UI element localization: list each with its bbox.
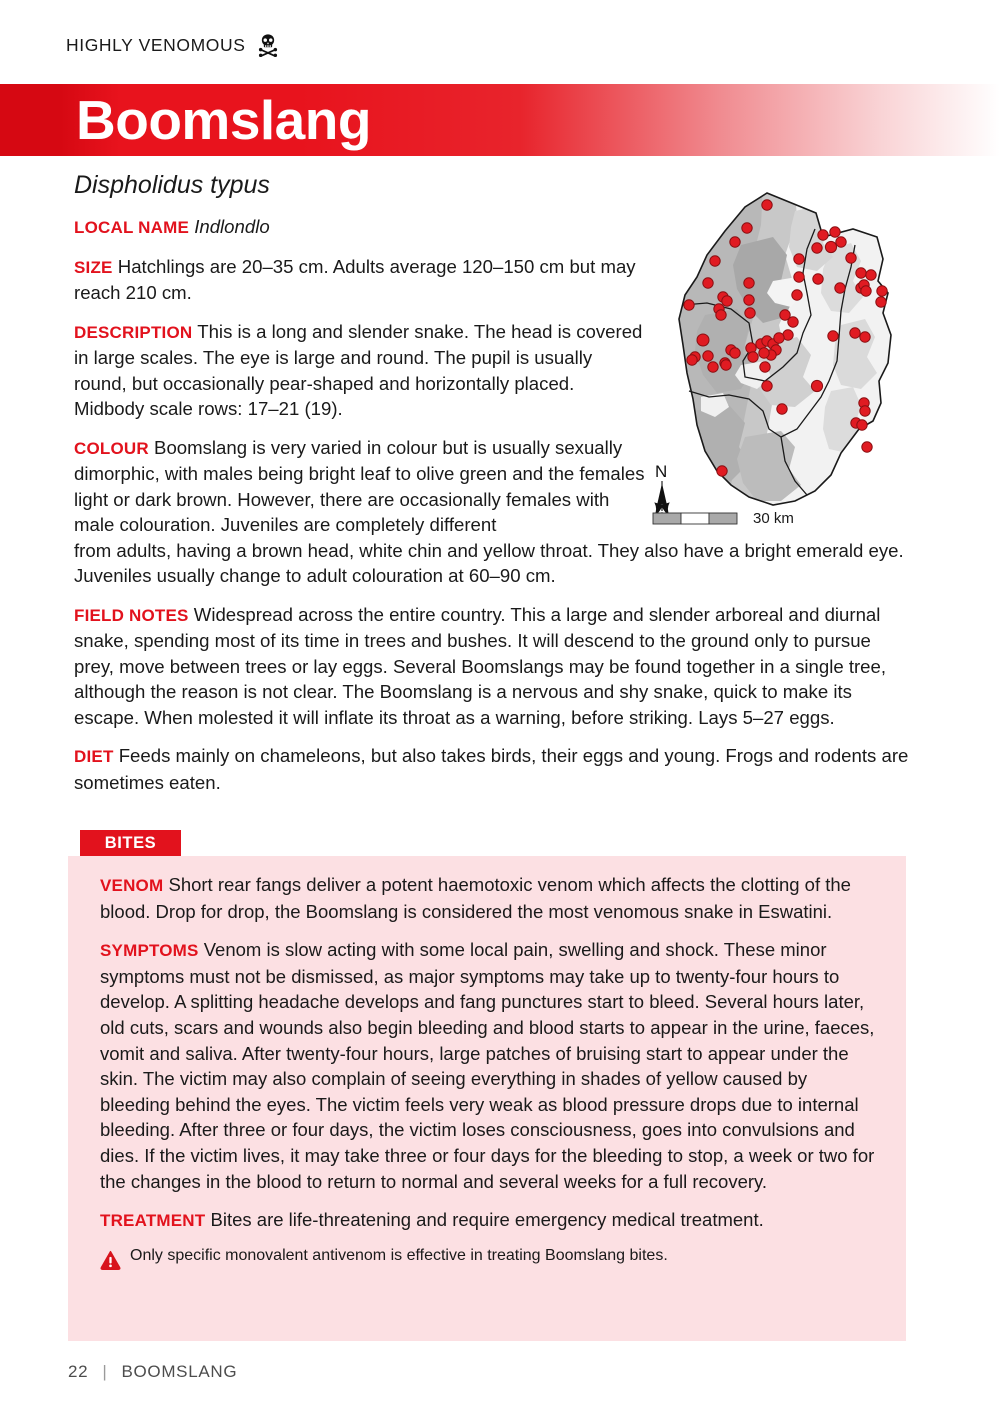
venom-status-banner (66, 33, 278, 57)
bites-content (100, 872, 878, 1271)
size-row (74, 254, 646, 306)
diet-text: Feeds mainly on chameleons, but also takes birds, their eggs and young. Frogs and rodents are sometimes eaten. (74, 745, 909, 793)
venom-row (100, 872, 878, 924)
colour-row (74, 435, 646, 538)
colour-text-continued: from adults, having a brown head, white chin and yellow throat. They also have a bright emerald eye. Juveniles usually change to adult colouration at 60–90 cm. (74, 539, 904, 586)
bites-tab-label: BITES (80, 830, 181, 856)
colour-label: COLOUR (74, 438, 149, 458)
description-label: DESCRIPTION (74, 322, 193, 342)
size-text: Hatchlings are 20–35 cm. Adults average 120–150 cm but may reach 210 cm. (74, 255, 636, 303)
scientific-name: Dispholidus typus (74, 171, 270, 199)
footer-title: BOOMSLANG (121, 1362, 238, 1381)
symptoms-row (100, 937, 878, 1194)
diet-row (74, 743, 914, 795)
local-name-label: LOCAL NAME (74, 218, 190, 237)
venom-text: Short rear fangs deliver a potent haemotoxic venom which affects the clotting of the blood. Drop for drop, the Boomslang is considered the most venomous snake in Eswatini. (100, 874, 851, 922)
page-title: Boomslang (76, 89, 371, 151)
treatment-text: Bites are life-threatening and require emergency medical treatment. (210, 1209, 764, 1231)
colour-text: Boomslang is very varied in colour but is usually sexually dimorphic, with males being bright leaf to olive green and the females light or dark brown. However, there are occasionally females with male colouration. Juveniles are completely different (74, 436, 645, 535)
symptoms-text: Venom is slow acting with some local pain, swelling and shock. These minor symptoms must not be dismissed, as major symptoms may take up to twenty-four hours to develop. A splitting headache develops and fang punctures start to bleed. Several hours later, old cuts, scars and wounds also begin bleeding and blood starts to appear in the urine, faeces, vomit and saliva. After twenty-four hours, large patches of bruising start to appear under the skin. The victim may also complain of seeing everything in shades of yellow caused by bleeding behind the eyes. The victim feels very weak as blood pressure drops due to internal bleeding. After three or four days, the victim loses consciousness, goes into convulsions and dies. If the victim lives, it may take three or four days for the bleeding to stop, a week or two for the changes in the blood to return to normal and several weeks for a full recovery. (100, 939, 875, 1192)
antivenom-warning (100, 1247, 878, 1271)
field-notes-label: FIELD NOTES (74, 605, 189, 625)
symptoms-label: SYMPTOMS (100, 941, 199, 961)
treatment-row (100, 1207, 878, 1234)
svg-text:N: N (655, 462, 668, 481)
field-notes-row (74, 602, 914, 731)
diet-label: DIET (74, 747, 114, 766)
map-scale-label: 30 km (753, 510, 794, 527)
colour-row-continued (74, 538, 914, 589)
treatment-label: TREATMENT (100, 1211, 206, 1231)
field-notes-text: Widespread across the entire country. This a large and slender arboreal and diurnal snake, spending most of its time in trees and bushes. It will descend to the ground only to pursue prey, move between trees or lay eggs. Several Boomslangs may be found together in a single tree, although the reason is not clear. The Boomslang is a nervous and shy snake, quick to make its escape. When molested it will inflate its throat as a warning, before striking. Lays 5–27 eggs. (74, 603, 887, 728)
antivenom-warning-text: Only specific monovalent antivenom is effective in treating Boomslang bites. (130, 1246, 668, 1264)
local-name-value: Indlondlo (194, 216, 270, 237)
footer-page-number: 22 (68, 1362, 89, 1381)
skull-and-crossbones-icon (258, 33, 278, 57)
size-label: SIZE (74, 257, 113, 277)
venom-label: VENOM (100, 876, 164, 895)
description-row (74, 319, 646, 422)
description-text: This is a long and slender snake. The head is covered in large scales. The eye is large and round. The pupil is usually round, but occasionally pear-shaped and horizontally placed. Midbody scale rows: 17–21 (19). (74, 320, 643, 419)
footer-separator: | (102, 1362, 108, 1381)
warning-triangle-icon (100, 1250, 121, 1271)
local-name-row (74, 214, 646, 241)
page-footer (68, 1362, 237, 1382)
venom-status-label: HIGHLY VENOMOUS (66, 34, 246, 55)
species-content (74, 170, 914, 808)
